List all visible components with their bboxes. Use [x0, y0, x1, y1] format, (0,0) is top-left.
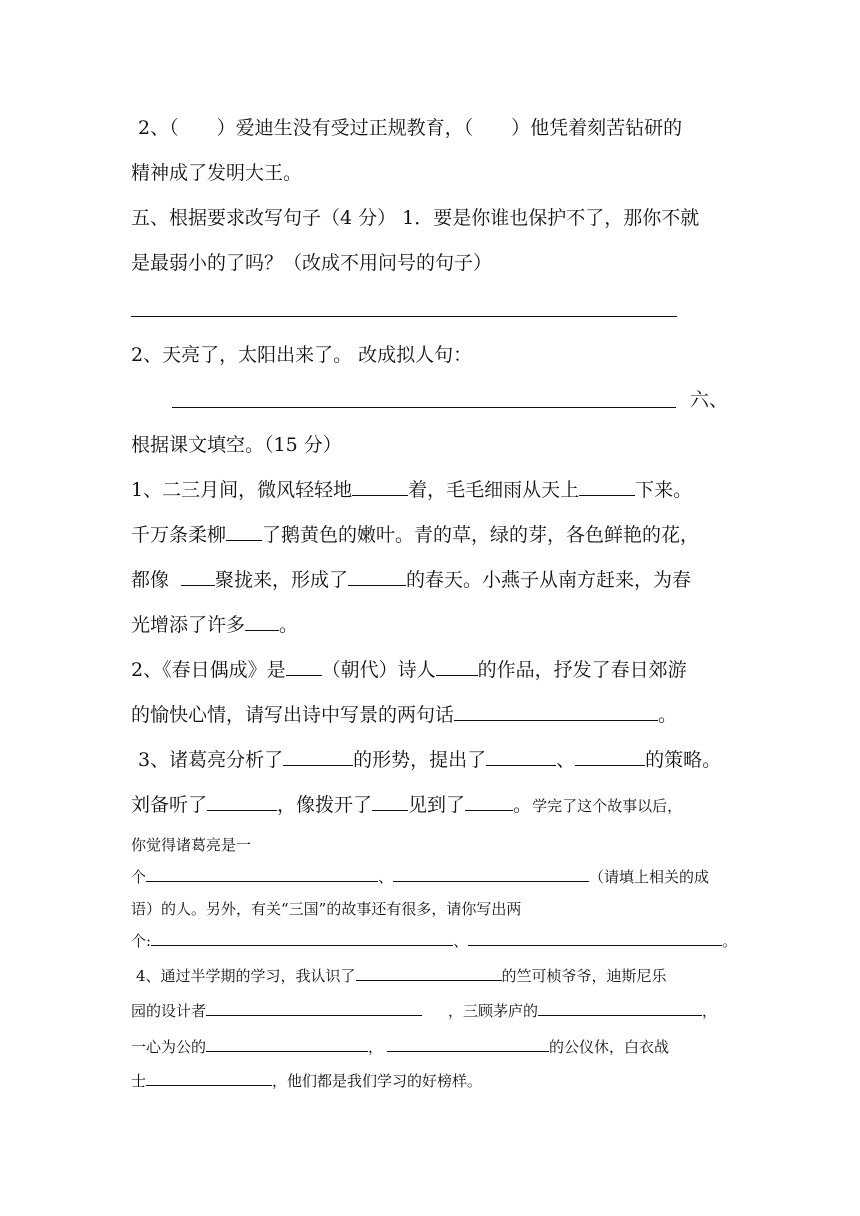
fill-blank[interactable]	[468, 931, 722, 946]
fill-blank[interactable]	[393, 867, 589, 882]
fill-blank[interactable]	[454, 703, 658, 721]
text: 一心为公的	[131, 1038, 207, 1056]
sec6-q1-line1	[131, 478, 692, 502]
sec6-q2-line2	[131, 703, 677, 727]
text: 见到了	[408, 794, 466, 816]
text: ，他们都是我们学习的好榜样。	[272, 1072, 483, 1090]
sec6-q3-line5	[131, 899, 521, 919]
sec6-q3-line2	[131, 793, 682, 817]
text: ，	[368, 1038, 384, 1056]
text: ，三顾茅庐的	[448, 1002, 539, 1020]
sec5-q2	[131, 343, 472, 367]
sec6-q1-line4	[131, 613, 298, 637]
fill-blank[interactable]	[146, 1071, 272, 1086]
sec6-q3-line3	[131, 835, 251, 855]
fill-blank[interactable]	[146, 867, 378, 882]
text: 聚拢来，形成了	[215, 569, 349, 591]
sec5-heading	[131, 206, 699, 230]
sec6-q3-line6	[131, 931, 737, 951]
fill-blank[interactable]	[286, 658, 322, 676]
text: 是最弱小的了吗？（改成不用问号的句子）	[131, 252, 493, 274]
text: 根据课文填空。（15 分）	[131, 434, 342, 456]
fill-blank[interactable]	[207, 793, 277, 811]
fill-blank[interactable]	[352, 478, 408, 496]
text: 你觉得诸葛亮是一	[131, 836, 252, 854]
text: 3、诸葛亮分析了	[138, 749, 284, 771]
sec6-q1-line3	[131, 568, 691, 592]
text: 着，毛毛细雨从天上	[408, 479, 580, 501]
fill-blank[interactable]	[579, 478, 635, 496]
fill-blank[interactable]	[348, 568, 406, 586]
text: 的公仪休，白衣战	[549, 1038, 670, 1056]
fill-blank[interactable]	[372, 793, 408, 811]
sec6-q3-line1	[138, 748, 721, 772]
fill-blank[interactable]	[206, 1037, 368, 1052]
text: 2、（ ）爱迪生没有受过正规教育，（ ）他凭着刻苦钻研的	[138, 117, 683, 139]
sec6-q4-line3	[131, 1037, 669, 1057]
text: 精神成了发明大王。	[131, 162, 303, 184]
fill-blank[interactable]	[206, 1001, 422, 1016]
text: 的策略。	[645, 749, 722, 771]
text: 士	[131, 1072, 147, 1090]
text: 2、《春日偶成》是	[131, 659, 286, 681]
text: （朝代）诗人	[321, 659, 436, 681]
fill-blank[interactable]	[486, 748, 556, 766]
fill-blank[interactable]	[356, 966, 502, 981]
answer-line-2[interactable]	[172, 407, 676, 408]
sec6-heading-a	[690, 388, 728, 412]
text: ，像拨开了	[277, 794, 373, 816]
text: 下来。	[635, 479, 693, 501]
text: 了鹅黄色的嫩叶。青的草，绿的芽，各色鲜艳的花，	[262, 524, 700, 546]
text: 、	[378, 868, 394, 886]
text: 都像	[131, 569, 170, 591]
fill-blank[interactable]	[151, 931, 453, 946]
sec6-q4-line2	[131, 1001, 717, 1021]
sec6-heading-b	[131, 433, 342, 457]
text: 的竺可桢爷爷，迪斯尼乐	[501, 967, 667, 985]
text: 学完了这个故事以后，	[532, 797, 683, 815]
fill-blank[interactable]	[538, 1001, 702, 1016]
fill-blank[interactable]	[436, 658, 478, 676]
fill-blank[interactable]	[226, 523, 262, 541]
text: ，	[702, 1002, 718, 1020]
text: 、	[556, 749, 576, 771]
text: 的愉快心情，请写出诗中写景的两句话	[131, 704, 455, 726]
text: 。	[658, 704, 678, 726]
fill-blank[interactable]	[387, 1037, 549, 1052]
text: 园的设计者	[131, 1002, 207, 1020]
fill-blank[interactable]	[465, 793, 513, 811]
text: 的春天。小燕子从南方赶来，为春	[406, 569, 692, 591]
text: 、	[453, 932, 469, 950]
text: 的形势，提出了	[353, 749, 487, 771]
sec6-q4-line4	[131, 1071, 482, 1091]
text: 六、	[690, 389, 729, 411]
text: （请填上相关的成	[589, 868, 710, 886]
sec6-q3-line4	[131, 867, 709, 887]
text: 。	[722, 932, 738, 950]
text: 五、根据要求改写句子（4 分） 1．要是你谁也保护不了，那你不就	[131, 207, 700, 229]
sec5-q1-cont	[131, 251, 492, 275]
q4-2-line1	[138, 116, 682, 140]
fill-blank[interactable]	[245, 613, 279, 631]
fill-blank[interactable]	[575, 748, 645, 766]
fill-blank[interactable]	[181, 568, 215, 586]
text: 2、天亮了，太阳出来了。 改成拟人句：	[131, 344, 473, 366]
text: 个:	[131, 932, 152, 950]
text: 。	[279, 614, 299, 636]
text: 的作品，抒发了春日郊游	[477, 659, 687, 681]
answer-line-1[interactable]	[131, 316, 677, 317]
q4-2-line2	[131, 161, 302, 185]
text: 4、通过半学期的学习，我认识了	[136, 967, 356, 985]
fill-blank[interactable]	[283, 748, 353, 766]
text: 。	[513, 794, 533, 816]
text: 1、二三月间，微风轻轻地	[131, 479, 353, 501]
text: 刘备听了	[131, 794, 208, 816]
text: 语）的人。另外，有关“三国”的故事还有很多，请你写出两	[131, 900, 522, 918]
text: 个	[131, 868, 147, 886]
text: 千万条柔柳	[131, 524, 227, 546]
text: 光增添了许多	[131, 614, 246, 636]
sec6-q2-line1	[131, 658, 687, 682]
sec6-q4-line1	[136, 966, 667, 986]
sec6-q1-line2	[131, 523, 699, 547]
